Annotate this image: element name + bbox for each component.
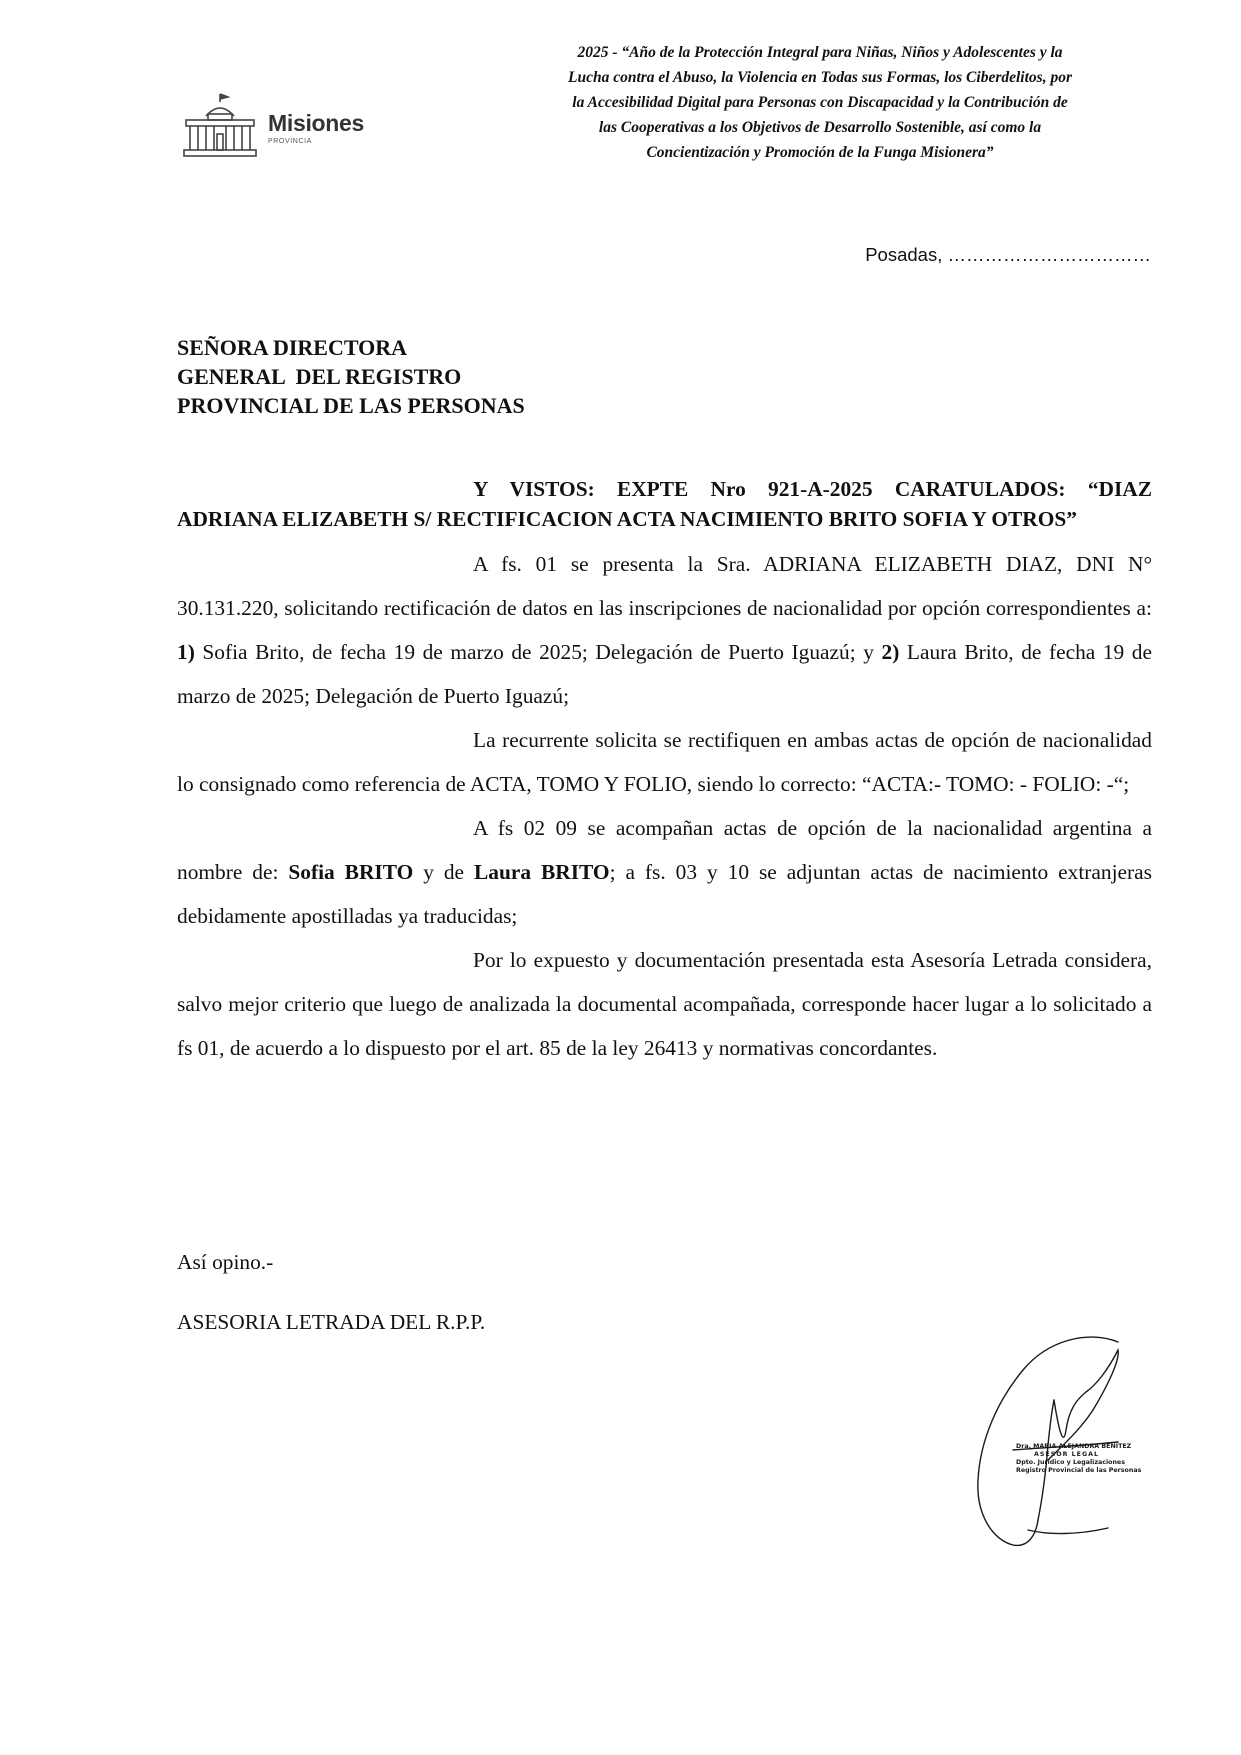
logo-name: Misiones — [268, 110, 365, 136]
paragraph-presentation — [177, 542, 1152, 718]
paragraph-text: A fs 02 09 se acompañan actas de opción de la nacionalidad argentina a nombre de: — [177, 816, 1152, 884]
list-number: 2) — [881, 640, 900, 664]
stamp-text — [1016, 1443, 1148, 1475]
person-name: Laura BRITO — [474, 860, 610, 884]
paragraph-request — [177, 718, 1152, 806]
logo-text — [268, 112, 364, 145]
list-number: 1) — [177, 640, 195, 664]
case-heading-part2: “DIAZ ADRIANA ELIZABETH S/ RECTIFICACION ACTA NACIMIENTO BRITO SOFIA Y OTROS” — [177, 477, 1152, 531]
stamp-line: Registro Provincial de las Personas — [1016, 1467, 1142, 1474]
signature-stamp — [968, 1330, 1148, 1562]
date-line: Posadas, …………………………… — [865, 244, 1151, 265]
paragraph-text: ; a fs. 03 y 10 se adjuntan actas de nacimiento extranjeras debidamente apostilladas ya traducidas; — [177, 860, 1152, 928]
addressee — [177, 333, 525, 420]
paragraph-text: La recurrente solicita se rectifiquen en ambas actas de opción de nacionalidad lo consignado como referencia de ACTA, TOMO Y FOLIO, siendo lo correcto: “ACTA:- TOMO: - FOLIO: -“; — [177, 728, 1152, 796]
year-banner — [490, 40, 1150, 165]
case-heading — [177, 474, 1152, 534]
stamp-line: ASESOR LEGAL — [1034, 1451, 1100, 1458]
paragraph-text: Por lo expuesto y documentación presentada esta Asesoría Letrada considera, salvo mejor criterio que luego de analizada la documental acompañada, corresponde hacer lugar a lo solicitado a fs 01, de acuerdo a lo dispuesto por el art. 85 de la ley 26413 y normativas concordantes. — [177, 948, 1152, 1060]
paragraph-documents — [177, 806, 1152, 938]
person-name: Sofia BRITO — [288, 860, 414, 884]
addressee-line: GENERAL DEL REGISTRO — [177, 364, 462, 389]
year-banner-line: las Cooperativas a los Objetivos de Desarrollo Sostenible, así como la — [598, 119, 1042, 136]
logo-subtitle: PROVINCIA — [268, 138, 312, 145]
paragraph-conclusion — [177, 938, 1152, 1070]
government-building-icon — [180, 88, 260, 164]
year-banner-line: la Accesibilidad Digital para Personas con Discapacidad y la Contribución de — [572, 94, 1068, 111]
paragraph-text: Laura Brito, de fecha 19 de marzo de 2025; Delegación de Puerto Iguazú; — [177, 640, 1152, 708]
stamp-line: Dpto. Jurídico y Legalizaciones — [1016, 1459, 1125, 1466]
document-body — [177, 474, 1152, 1070]
paragraph-text: Sofia Brito, de fecha 19 de marzo de 2025; Delegación de Puerto Iguazú; y — [194, 640, 882, 664]
case-heading-part1: Y VISTOS: EXPTE Nro 921-A-2025 CARATULADOS: — [473, 477, 1066, 501]
closing-office: ASESORIA LETRADA DEL R.P.P. — [177, 1310, 486, 1334]
year-banner-line: 2025 - “Año de la Protección Integral para Niñas, Niños y Adolescentes y la — [577, 44, 1063, 61]
stamp-line: Dra. MARIA ALEJANDRA BENITEZ — [1016, 1443, 1132, 1450]
paragraph-text: A fs. 01 se presenta la Sra. ADRIANA ELIZABETH DIAZ, DNI N° 30.131.220, solicitando rectificación de datos en las inscripciones de nacionalidad por opción correspondientes a: — [177, 552, 1152, 620]
year-banner-line: Concientización y Promoción de la Funga Misionera” — [646, 144, 994, 161]
addressee-line: SEÑORA DIRECTORA — [177, 335, 408, 360]
paragraph-text: y de — [413, 860, 474, 884]
year-banner-line: Lucha contra el Abuso, la Violencia en Todas sus Formas, los Ciberdelitos, por — [568, 69, 1072, 86]
closing-opinion: Así opino.- — [177, 1250, 274, 1274]
addressee-line: PROVINCIAL DE LAS PERSONAS — [177, 393, 525, 418]
